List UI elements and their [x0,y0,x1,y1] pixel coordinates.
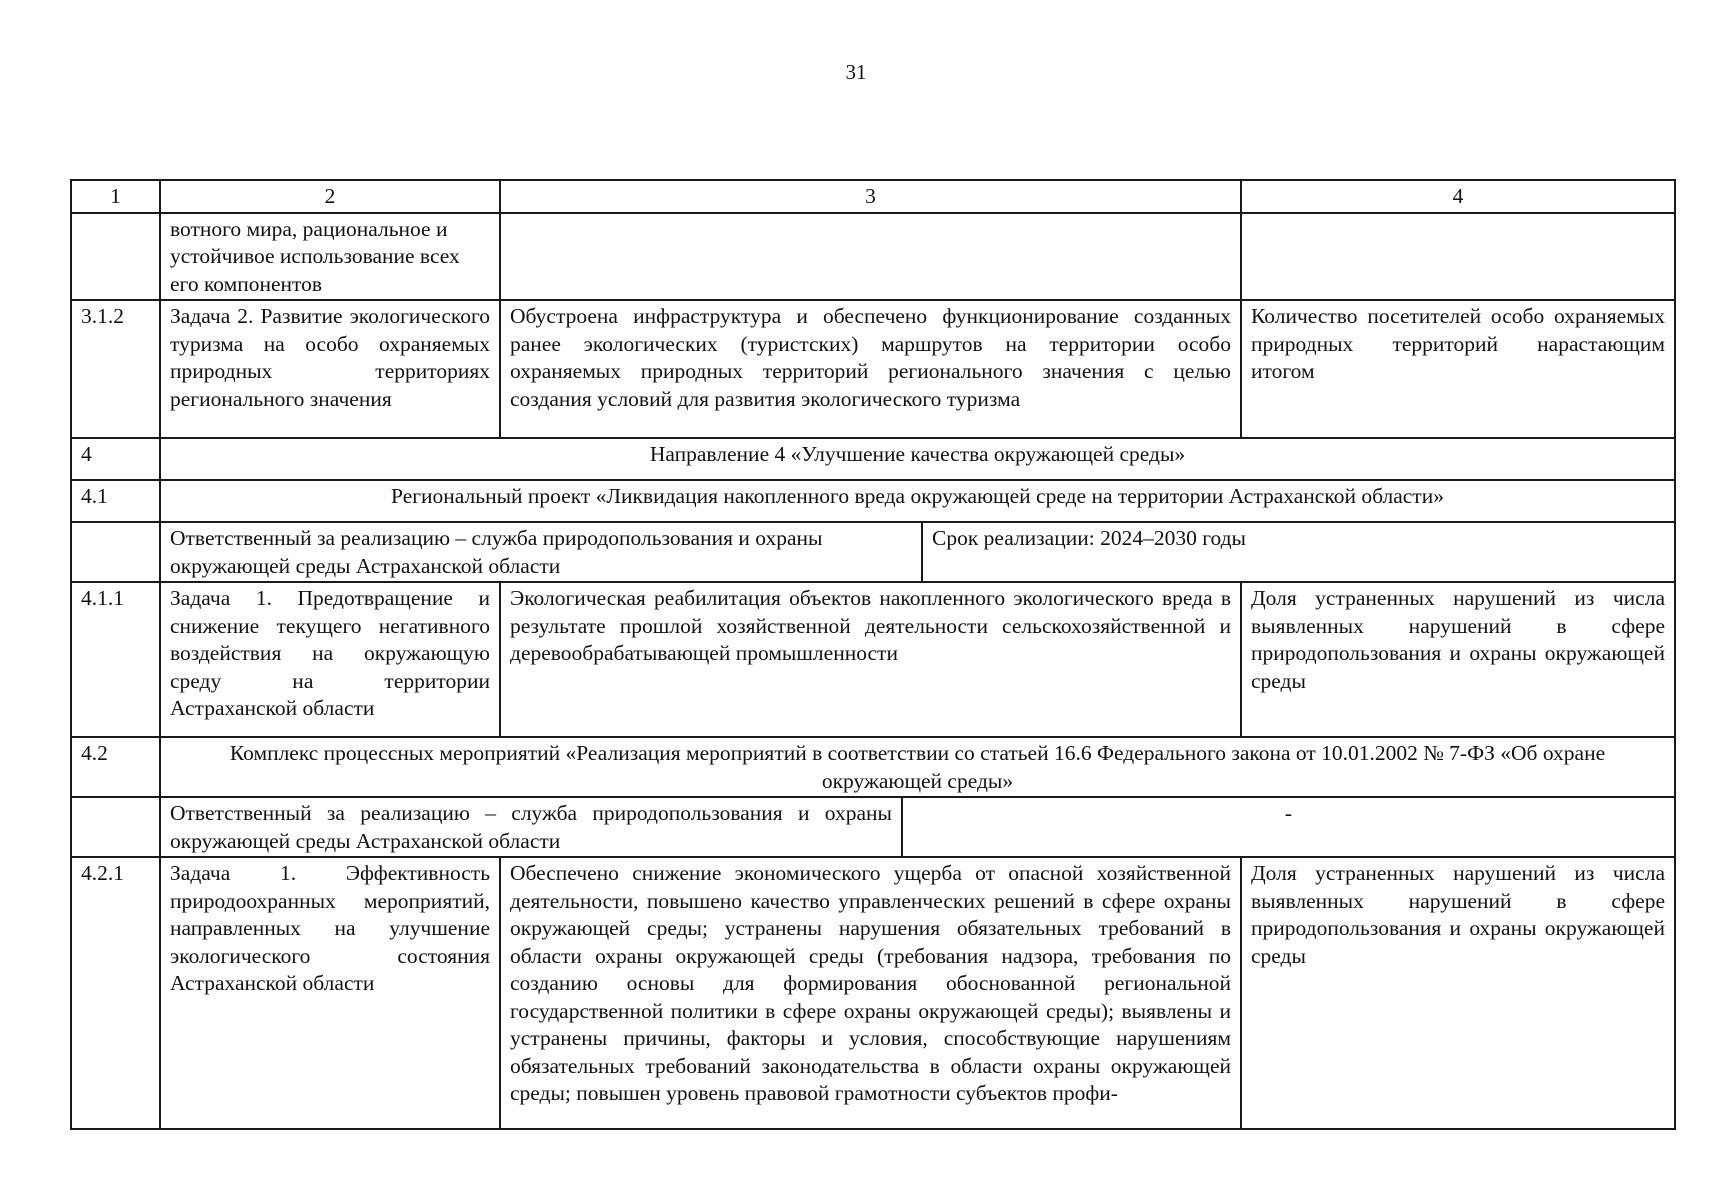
table-row [71,582,1675,737]
section-row [71,737,1675,797]
project-title: Региональный проект «Ликвидация накопленного вреда окружающей среде на территории Астраханской области» [160,480,1675,522]
column-header: 2 [160,180,500,213]
task-cell: вотного мира, рациональное и устойчивое использование всех его компонентов [160,213,500,301]
table-row [71,857,1675,1129]
section-row [71,438,1675,480]
complex-title: Комплекс процессных мероприятий «Реализация мероприятий в соответствии со статьей 16.6 Федерального закона от 10.01.2002 № 7-ФЗ «Об охране окружающей среды» [160,737,1675,797]
row-number: 3.1.2 [71,300,160,438]
row-number: 4.1 [71,480,160,522]
column-header: 3 [500,180,1241,213]
indicator-cell: Доля устраненных нарушений из числа выявленных нарушений в сфере природопользования и охраны окружающей среды [1241,857,1675,1129]
result-cell: Экологическая реабилитация объектов накопленного экологического вреда в результате прошлой хозяйственной деятельности сельскохозяйственной и деревообрабатывающей промышленности [500,582,1241,737]
result-cell [500,213,1241,301]
table-header-row [71,180,1675,213]
table-row [71,213,1675,301]
indicator-cell: Количество посетителей особо охраняемых природных территорий нарастающим итогом [1241,300,1675,438]
responsible-cell [160,522,1675,582]
term-text: - [901,798,1674,856]
section-title: Направление 4 «Улучшение качества окружающей среды» [160,438,1675,480]
responsible-text: Ответственный за реализацию – служба природопользования и охраны окружающей среды Астраханской области [170,801,892,853]
row-number: 4.2 [71,737,160,797]
row-number [71,797,160,857]
task-cell: Задача 2. Развитие экологического туризма на особо охраняемых природных территориях регионального значения [160,300,500,438]
indicator-cell: Доля устраненных нарушений из числа выявленных нарушений в сфере природопользования и охраны окружающей среды [1241,582,1675,737]
column-header: 1 [71,180,160,213]
task-cell: Задача 1. Эффективность природоохранных мероприятий, направленных на улучшение экологического состояния Астраханской области [160,857,500,1129]
row-number: 4.1.1 [71,582,160,737]
column-header: 4 [1241,180,1675,213]
page-number: 31 [845,60,867,84]
responsible-row [71,797,1675,857]
section-row [71,480,1675,522]
row-number [71,213,160,301]
row-number [71,522,160,582]
result-cell: Обеспечено снижение экономического ущерба от опасной хозяйственной деятельности, повышено качество управленческих решений в сфере охраны окружающей среды; устранены нарушения обязательных требований в области охраны окружающей среды (требования надзора, требования по созданию основы для формирования обоснованной региональной государственной политики в сфере охраны окружающей среды); выявлены и устранены причины, факторы и условия, способствующие нарушениям обязательных требований законодательства в области охраны окружающей среды; повышен уровень правовой грамотности субъектов профи- [500,857,1241,1129]
responsible-text: Ответственный за реализацию – служба природопользования и охраны окружающей среды Астраханской области [170,526,823,578]
table-row [71,300,1675,438]
result-cell: Обустроена инфраструктура и обеспечено функционирование созданных ранее экологических (туристских) маршрутов на территории особо охраняемых природных территорий регионального значения с целью создания условий для развития экологического туризма [500,300,1241,438]
responsible-cell [160,797,1675,857]
row-number: 4 [71,438,160,480]
program-table [70,179,1676,1130]
row-number: 4.2.1 [71,857,160,1129]
indicator-cell [1241,213,1675,301]
responsible-row [71,522,1675,582]
term-text: Срок реализации: 2024–2030 годы [921,523,1674,581]
task-cell: Задача 1. Предотвращение и снижение текущего негативного воздействия на окружающую среду на территории Астраханской области [160,582,500,737]
